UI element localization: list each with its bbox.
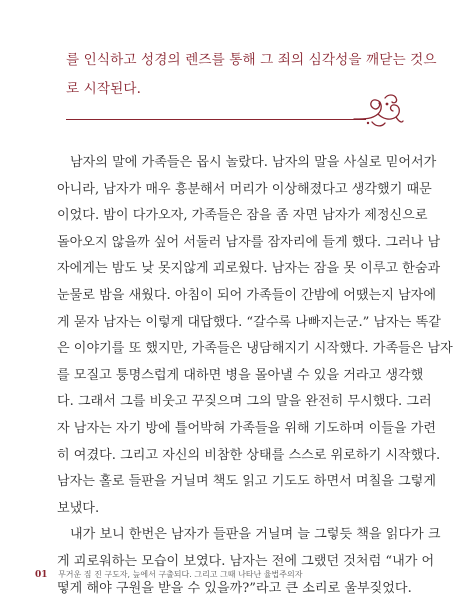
text-line: 다. 그래서 그를 비웃고 꾸짖으며 그의 말을 완전히 무시했다. 그러 — [57, 394, 432, 410]
page-footer — [35, 569, 455, 580]
text-line: 눈물로 밤을 새웠다. 아침이 되어 가족들이 간밤에 어땠는지 남자에 — [57, 287, 436, 303]
running-title: 무거운 짐 진 구도자, 늪에서 구출되다. 그리고 그때 나타난 율법주의자 — [58, 570, 303, 579]
text-line: 자에게는 밤도 낮 못지않게 괴로웠다. 남자는 잠을 못 이루고 한숨과 — [57, 261, 441, 277]
text-line: 이었다. 밤이 다가오자, 가족들은 잠을 좀 자면 남자가 제정신으로 — [57, 208, 428, 224]
page-number: 01 — [35, 570, 48, 580]
text-line: 은 이야기를 또 했지만, 가족들은 냉담해지기 시작했다. 가족들은 남자 — [57, 341, 453, 357]
text-line: 내가 보니 한번은 남자가 들판을 거닐며 늘 그렇듯 책을 읽다가 크 — [70, 527, 441, 543]
text-line: 남자의 말에 가족들은 몹시 놀랐다. 남자의 말을 사실로 믿어서가 — [70, 155, 437, 170]
text-line: 게 묻자 남자는 이렇게 대답했다. “갈수록 나빠지는군.” 남자는 똑같 — [57, 314, 441, 330]
ornament-rule — [66, 119, 366, 120]
text-line: 보냈다. — [57, 500, 100, 516]
text-line: 히 여겼다. 그리고 자신의 비참한 상태를 스스로 위로하기 시작했다. — [57, 447, 441, 463]
flourish-ornament-icon — [352, 92, 404, 130]
text-line: 자 남자는 자기 방에 틀어박혀 가족들을 위해 기도하며 이들을 가련 — [57, 420, 436, 436]
intro-line: 로 시작된다. — [66, 81, 141, 97]
body-text — [57, 150, 453, 602]
text-line: 를 모질고 퉁명스럽게 대하면 병을 몰아낼 수 있을 거라고 생각했 — [57, 367, 424, 383]
text-line: 남자는 홀로 들판을 거닐며 책도 읽고 기도도 하면서 며칠을 그렇게 — [57, 474, 436, 490]
intro-line: 를 인식하고 성경의 렌즈를 통해 그 죄의 심각성을 깨닫는 것으 — [66, 52, 437, 68]
text-line: 아니라, 남자가 매우 흥분해서 머리가 이상해졌다고 생각했기 때문 — [57, 181, 432, 197]
text-line: 돌아오지 않을까 싶어 서둘러 남자를 잠자리에 들게 했다. 그러나 남 — [57, 234, 441, 250]
paragraph — [57, 150, 453, 522]
text-line: 떻게 해야 구원을 받을 수 있을까?”라고 큰 소리로 울부짖었다. — [57, 580, 412, 596]
text-line: 게 괴로워하는 모습이 보였다. 남자는 전에 그랬던 것처럼 “내가 어 — [57, 553, 435, 569]
paragraph — [57, 522, 441, 602]
